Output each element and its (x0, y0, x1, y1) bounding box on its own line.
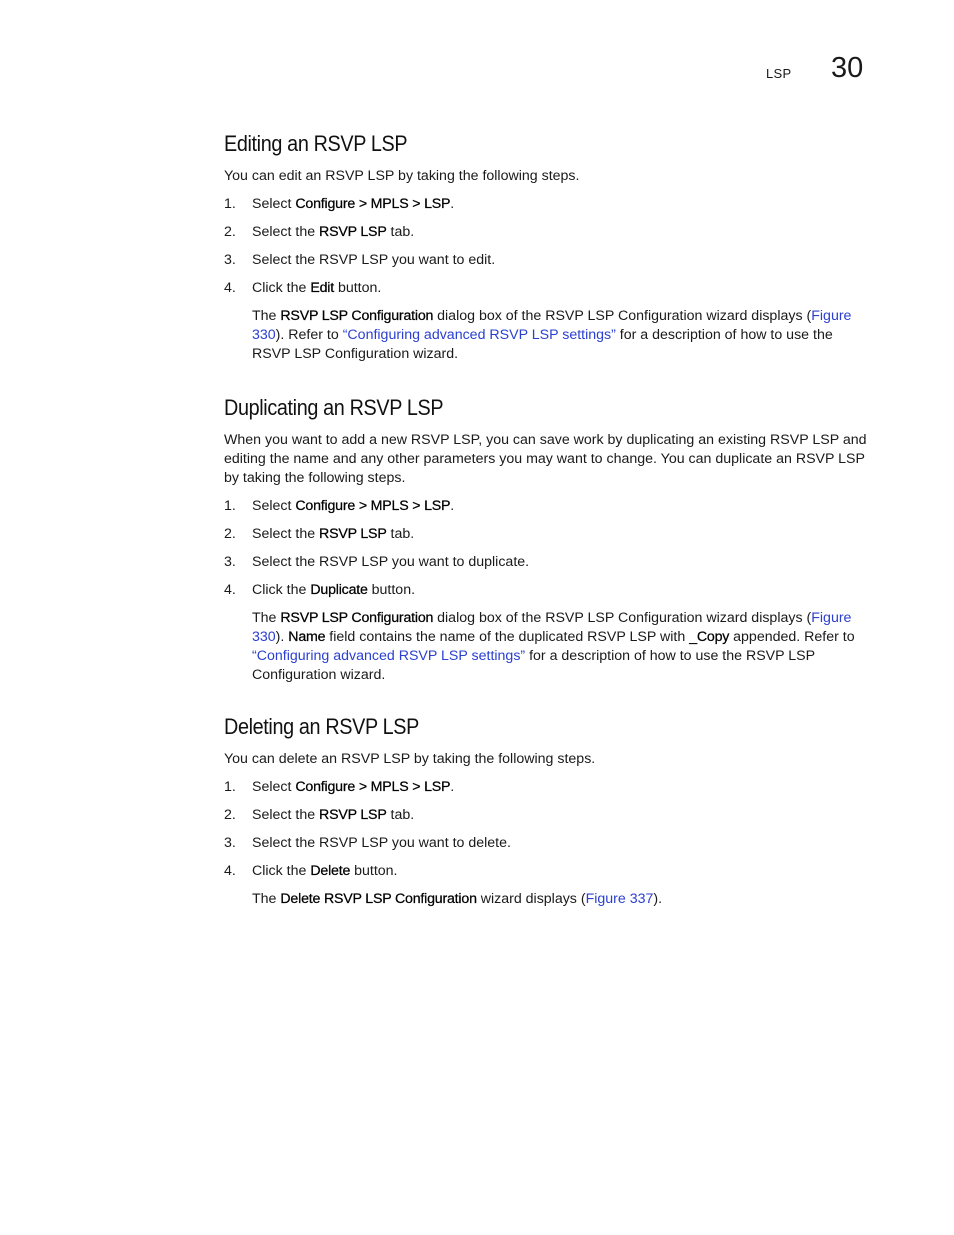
section-title-edit: Editing an RSVP LSP (224, 131, 408, 156)
ui-tab: RSVP LSP (319, 224, 387, 240)
step-item: 4. Click the Delete button. (224, 863, 398, 879)
section-duplicate (224, 395, 874, 685)
step-item: 3. Select the RSVP LSP you want to delete. (224, 835, 511, 851)
figure-link[interactable]: Figure 330 (252, 308, 852, 343)
section-edit (224, 131, 874, 364)
section-title-duplicate: Duplicating an RSVP LSP (224, 395, 444, 420)
figure-link[interactable]: Figure 337 (585, 891, 654, 907)
section-title-delete: Deleting an RSVP LSP (224, 714, 419, 739)
step-item: 4. Click the Duplicate button. (224, 582, 416, 598)
section-link[interactable]: “Configuring advanced RSVP LSP settings” (252, 648, 526, 664)
step-item: 2. Select the RSVP LSP tab. (224, 224, 415, 240)
note-delete: The Delete RSVP LSP Configuration wizard displays (Figure 337). (252, 891, 663, 907)
figure-link[interactable]: Figure 330 (252, 610, 852, 645)
section-link[interactable]: “Configuring advanced RSVP LSP settings” (342, 327, 616, 343)
step-item: 3. Select the RSVP LSP you want to edit. (224, 252, 496, 268)
steps-edit (224, 195, 874, 307)
step-item: 2. Select the RSVP LSP tab. (224, 807, 415, 823)
chapter-number: 30 (831, 52, 864, 84)
note-edit: The RSVP LSP Configuration dialog box of the RSVP LSP Configuration wizard displays (Figure 330). Refer to “Configuring advanced RSVP LSP settings” for a description of how to use the RSVP LSP Configuration wizard. (252, 308, 852, 362)
ui-path: Configure > MPLS > LSP (295, 196, 451, 212)
ui-button: Edit (310, 280, 334, 296)
step-item: 3. Select the RSVP LSP you want to duplicate. (224, 554, 530, 570)
intro-duplicate: When you want to add a new RSVP LSP, you can save work by duplicating an existing RSVP LSP and editing the name and any other parameters you may want to change. You can duplicate an RSVP LSP by taking the following steps. (224, 432, 867, 486)
step-item: 1. Select Configure > MPLS > LSP. (224, 779, 455, 795)
intro-delete: You can delete an RSVP LSP by taking the following steps. (224, 751, 596, 767)
section-delete (224, 714, 874, 909)
intro-edit: You can edit an RSVP LSP by taking the following steps. (224, 168, 580, 184)
steps-delete (224, 778, 874, 890)
steps-duplicate (224, 497, 874, 609)
step-item: 1. Select Configure > MPLS > LSP. (224, 196, 455, 212)
running-header-section: LSP (766, 66, 792, 81)
step-item: 1. Select Configure > MPLS > LSP. (224, 498, 455, 514)
step-item: 4. Click the Edit button. (224, 280, 382, 296)
note-duplicate: The RSVP LSP Configuration dialog box of the RSVP LSP Configuration wizard displays (Figure 330). Name field contains the name of the duplicated RSVP LSP with _Copy appended. Refer to “Configuring advanced RSVP LSP settings” for a description of how to use the RSVP LSP Configuration wizard. (252, 610, 855, 683)
step-item: 2. Select the RSVP LSP tab. (224, 526, 415, 542)
